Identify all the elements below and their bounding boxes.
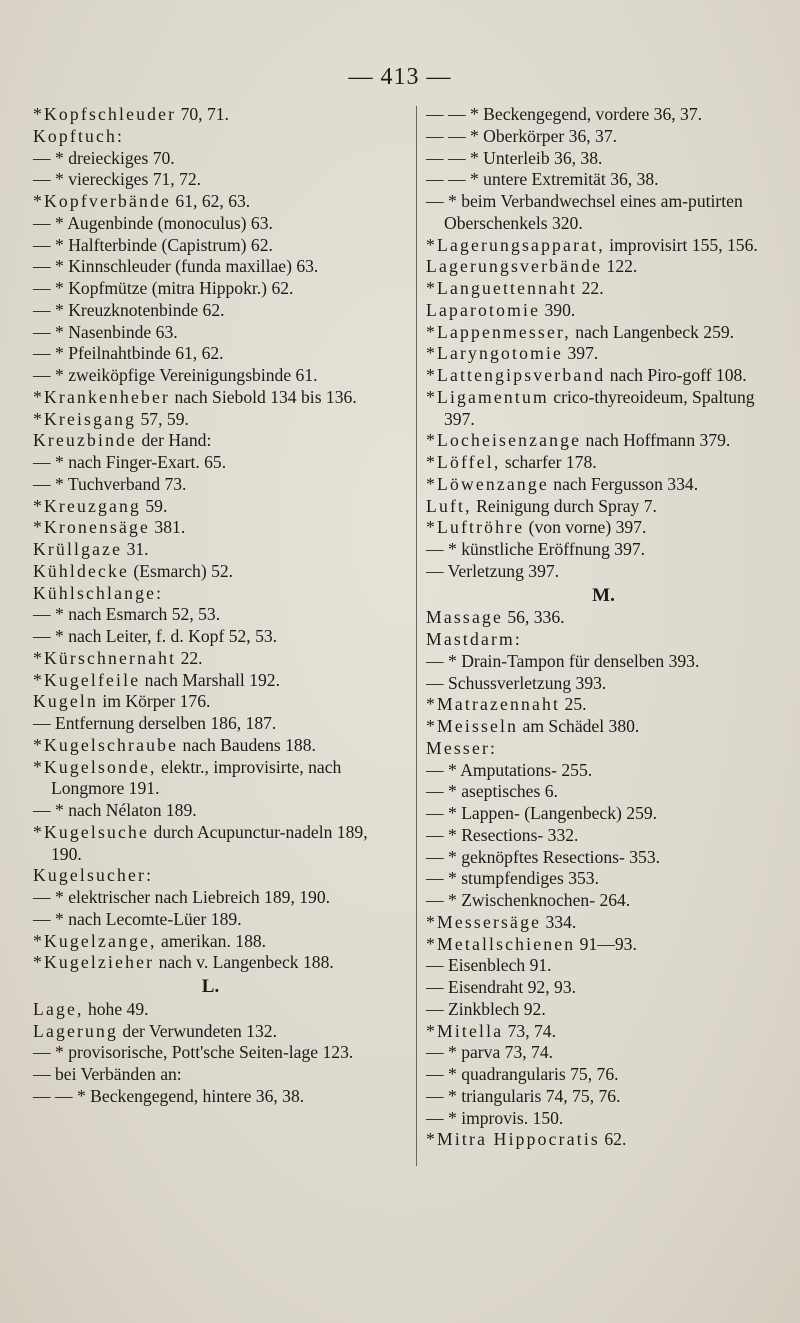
index-entry	[33, 757, 388, 801]
index-term: *Ligamentum	[426, 386, 549, 407]
index-term: *Kürschnernaht	[33, 647, 177, 668]
index-detail: 22.	[577, 278, 604, 298]
index-entry	[426, 1021, 781, 1043]
index-term: *Kreuzgang	[33, 495, 141, 516]
index-entry	[33, 887, 388, 909]
index-detail: 59.	[140, 495, 168, 516]
index-entry	[33, 452, 388, 474]
section-letter: L.	[201, 976, 220, 997]
index-detail: — * viereckiges 71, 72.	[33, 169, 202, 190]
index-entry	[33, 735, 388, 757]
index-detail: improvisirt 155, 156.	[604, 234, 758, 255]
index-entry	[426, 1108, 781, 1130]
index-detail: nach Fergusson 334.	[548, 473, 699, 494]
index-entry	[33, 126, 388, 148]
index-term: Massage	[426, 607, 503, 628]
index-detail: nach Siebold 134 bis 136.	[170, 386, 357, 407]
index-term: *Lappenmesser,	[426, 321, 571, 342]
index-entry	[426, 474, 781, 496]
index-detail: 70, 71.	[176, 104, 229, 124]
index-entry	[33, 931, 388, 953]
index-detail: — * Halfterbinde (Capistrum) 62.	[33, 234, 273, 255]
index-entry	[33, 169, 388, 191]
index-detail: 73, 74.	[503, 1020, 556, 1041]
index-term: *Kreisgang	[33, 408, 137, 429]
index-entry	[33, 1086, 388, 1108]
index-term: *Laryngotomie	[426, 343, 564, 364]
index-entry	[33, 496, 388, 518]
index-detail: 122.	[602, 256, 638, 277]
index-entry	[426, 999, 781, 1021]
index-term: Krüllgaze	[33, 539, 123, 559]
index-entry	[33, 1064, 388, 1086]
index-detail: — Schussverletzung 393.	[426, 672, 607, 693]
index-entry	[33, 148, 388, 170]
index-detail: — bei Verbänden an:	[33, 1064, 182, 1084]
index-entry	[426, 517, 781, 539]
section-letter: M.	[592, 584, 615, 606]
index-detail: — * geknöpftes Resections- 353.	[426, 846, 661, 867]
index-term: *Kugelsonde,	[33, 756, 157, 777]
index-term: *Mitella	[426, 1020, 504, 1041]
index-entry	[426, 191, 781, 235]
index-detail: — * zweiköpfige Vereinigungsbinde 61.	[33, 365, 318, 385]
index-detail: 91—93.	[575, 933, 637, 954]
index-detail: — * Pfeilnahtbinde 61, 62.	[33, 343, 224, 364]
index-detail: 56, 336.	[502, 607, 565, 628]
index-detail: — * improvis. 150.	[426, 1107, 564, 1128]
index-term: *Mitra Hippocratis	[426, 1129, 600, 1150]
index-detail: — — * Oberkörper 36, 37.	[426, 125, 618, 146]
index-term: *Löffel,	[426, 452, 501, 472]
index-detail: 25.	[560, 694, 587, 715]
index-entry	[426, 738, 781, 760]
index-entry	[33, 430, 388, 452]
index-detail: — * provisorische, Pott'sche Seiten-lage 123.	[33, 1042, 354, 1063]
index-entry	[426, 781, 781, 803]
index-term: *Kugelzange,	[33, 930, 157, 951]
index-detail: — Eisenblech 91.	[426, 955, 552, 976]
index-term: *Luftröhre	[426, 517, 525, 538]
index-entry	[426, 934, 781, 956]
index-entry	[426, 539, 781, 561]
index-entry	[426, 890, 781, 912]
index-detail: 397.	[563, 343, 599, 364]
index-entry	[426, 343, 781, 365]
index-detail: 31.	[122, 539, 149, 559]
index-detail: Reinigung durch Spray 7.	[471, 495, 657, 516]
index-entry	[426, 169, 781, 191]
index-entry	[426, 387, 781, 431]
index-detail: amerikan. 188.	[156, 930, 267, 951]
index-detail: — — * Unterleib 36, 38.	[426, 147, 603, 168]
index-entry	[426, 496, 781, 518]
index-entry	[33, 626, 388, 648]
index-column-left	[33, 104, 388, 1108]
index-detail: 57, 59.	[136, 408, 189, 429]
index-term: *Krankenheber	[33, 386, 171, 407]
index-term: *Kronensäge	[33, 517, 151, 538]
index-entry	[33, 822, 388, 866]
index-detail: 390.	[540, 299, 576, 320]
index-detail: durch Acupunctur-nadeln 189, 190.	[51, 821, 368, 864]
index-entry	[426, 278, 781, 300]
index-entry	[33, 604, 388, 626]
index-term: Mastdarm:	[426, 629, 523, 649]
index-detail: — Entfernung derselben 186, 187.	[33, 713, 277, 733]
index-term: Kühldecke	[33, 560, 130, 581]
index-detail: — * Resections- 332.	[426, 824, 579, 845]
index-entry	[426, 651, 781, 673]
index-entry	[33, 800, 388, 822]
index-entry	[33, 213, 388, 235]
index-detail: — * Drain-Tampon für denselben 393.	[426, 650, 700, 671]
index-detail: — * Kreuzknotenbinde 62.	[33, 299, 225, 320]
index-detail: — * Amputations- 255.	[426, 759, 593, 780]
index-entry	[426, 1086, 781, 1108]
index-term: *Messersäge	[426, 911, 542, 932]
index-entry	[426, 561, 781, 583]
index-detail: nach Hoffmann 379.	[581, 430, 731, 451]
index-entry	[426, 1129, 781, 1151]
index-term: *Kopfschleuder	[33, 104, 177, 124]
index-detail: — * stumpfendiges 353.	[426, 868, 599, 889]
index-term: *Kugelsuche	[33, 821, 150, 842]
index-entry	[426, 300, 781, 322]
index-entry	[426, 977, 781, 999]
index-entry	[33, 300, 388, 322]
index-detail: — * nach Finger-Exart. 65.	[33, 452, 227, 472]
index-detail: — * Nasenbinde 63.	[33, 321, 178, 342]
index-term: Kreuzbinde	[33, 430, 138, 451]
index-detail: crico-thyreoideum, Spaltung 397.	[444, 386, 755, 429]
index-detail: nach Piro-goff 108.	[605, 365, 747, 385]
index-detail: nach Langenbeck 259.	[570, 321, 735, 342]
index-entry	[426, 825, 781, 847]
index-detail: — * nach Nélaton 189.	[33, 800, 197, 820]
index-detail: — * quadrangularis 75, 76.	[426, 1064, 619, 1084]
index-term: Kugeln	[33, 691, 98, 712]
index-detail: — * Zwischenknochen- 264.	[426, 890, 631, 910]
index-entry	[33, 365, 388, 387]
index-entry	[426, 673, 781, 695]
index-entry	[33, 583, 388, 605]
index-term: *Languettennaht	[426, 278, 578, 298]
index-entry	[426, 235, 781, 257]
index-detail: — — * Beckengegend, hintere 36, 38.	[33, 1085, 305, 1106]
index-entry	[426, 322, 781, 344]
index-entry	[426, 430, 781, 452]
index-term: *Locheisenzange	[426, 430, 582, 451]
index-entry	[33, 409, 388, 431]
index-detail: — — * untere Extremität 36, 38.	[426, 169, 659, 190]
index-detail: nach v. Langenbeck 188.	[154, 952, 334, 973]
index-term: *Metallschienen	[426, 933, 576, 954]
index-entry	[426, 868, 781, 890]
index-column-right	[426, 104, 781, 1151]
index-detail: — * künstliche Eröffnung 397.	[426, 539, 646, 559]
index-detail: — Zinkblech 92.	[426, 998, 546, 1019]
index-detail: nach Marshall 192.	[140, 669, 280, 690]
index-term: *Lattengipsverband	[426, 365, 606, 385]
index-term: *Kopfverbände	[33, 191, 172, 211]
index-entry	[426, 104, 781, 126]
index-detail: — * parva 73, 74.	[426, 1042, 554, 1063]
index-detail: — — * Beckengegend, vordere 36, 37.	[426, 104, 703, 124]
index-term: Lage,	[33, 998, 84, 1019]
index-entry	[426, 365, 781, 387]
index-entry	[33, 1021, 388, 1043]
index-entry	[33, 952, 388, 974]
index-entry	[426, 629, 781, 651]
index-entry	[33, 865, 388, 887]
index-detail: (von vorne) 397.	[524, 517, 647, 538]
index-entry	[33, 539, 388, 561]
index-detail: — * beim Verbandwechsel eines am-putirten Oberschenkels 320.	[426, 191, 743, 233]
index-detail: — Verletzung 397.	[426, 560, 560, 581]
index-detail: — * dreieckiges 70.	[33, 147, 175, 168]
index-term: *Kugelzieher	[33, 952, 155, 973]
index-entry	[33, 909, 388, 931]
index-term: Lagerung	[33, 1020, 119, 1041]
index-entry	[33, 561, 388, 583]
index-detail: hohe 49.	[83, 998, 149, 1019]
index-detail: — Eisendraht 92, 93.	[426, 977, 577, 997]
index-term: Kopftuch:	[33, 125, 125, 146]
index-detail: 334.	[541, 911, 577, 932]
index-term: Lagerungsverbände	[426, 256, 603, 277]
index-detail: — * aseptisches 6.	[426, 781, 558, 802]
page-number: — 413 —	[348, 64, 452, 90]
index-detail: scharfer 178.	[500, 452, 597, 472]
index-entry	[426, 694, 781, 716]
index-entry	[33, 648, 388, 670]
index-detail: elektr., improvisirte, nach Longmore 191.	[51, 756, 342, 799]
index-entry	[33, 191, 388, 213]
index-entry	[33, 1042, 388, 1064]
index-detail: — * Lappen- (Langenbeck) 259.	[426, 803, 658, 823]
index-entry	[426, 803, 781, 825]
index-entry	[33, 517, 388, 539]
index-term: Kugelsucher:	[33, 865, 154, 886]
index-term: *Meisseln	[426, 716, 519, 736]
column-divider	[416, 106, 417, 1166]
index-entry	[33, 474, 388, 496]
index-entry	[33, 343, 388, 365]
index-entry	[426, 607, 781, 629]
index-term: *Kugelschraube	[33, 734, 179, 755]
index-entry	[33, 387, 388, 409]
index-entry	[426, 955, 781, 977]
index-detail: (Esmarch) 52.	[129, 560, 234, 581]
index-entry	[33, 278, 388, 300]
index-detail: — * nach Esmarch 52, 53.	[33, 604, 221, 625]
index-entry	[33, 235, 388, 257]
index-entry	[426, 256, 781, 278]
index-entry	[426, 912, 781, 934]
index-entry	[33, 104, 388, 126]
index-entry	[426, 716, 781, 738]
index-detail: der Hand:	[137, 430, 212, 451]
index-term: *Matrazennaht	[426, 694, 561, 715]
index-detail: — * elektrischer nach Liebreich 189, 190.	[33, 887, 331, 907]
index-detail: 381.	[150, 517, 186, 538]
index-entry	[33, 713, 388, 735]
index-detail: — * nach Leiter, f. d. Kopf 52, 53.	[33, 626, 278, 646]
index-detail: — * Kopfmütze (mitra Hippokr.) 62.	[33, 278, 294, 298]
index-entry	[426, 452, 781, 474]
index-detail: nach Baudens 188.	[178, 734, 316, 755]
index-detail: — * Augenbinde (monoculus) 63.	[33, 212, 273, 233]
index-detail: 22.	[176, 647, 203, 668]
index-detail: — * Kinnschleuder (funda maxillae) 63.	[33, 256, 319, 277]
index-detail: 62.	[599, 1129, 627, 1150]
index-entry	[33, 999, 388, 1021]
index-detail: 61, 62, 63.	[171, 191, 251, 211]
index-entry	[426, 847, 781, 869]
index-entry	[426, 1064, 781, 1086]
index-entry	[33, 670, 388, 692]
index-entry	[33, 256, 388, 278]
index-term: *Lagerungsapparat,	[426, 234, 605, 255]
index-entry	[426, 1042, 781, 1064]
index-entry	[33, 691, 388, 713]
index-term: *Löwenzange	[426, 473, 549, 494]
index-detail: der Verwundeten 132.	[118, 1020, 277, 1041]
index-detail: — * nach Lecomte-Lüer 189.	[33, 908, 242, 929]
index-entry	[33, 322, 388, 344]
index-entry	[426, 760, 781, 782]
index-detail: — * Tuchverband 73.	[33, 473, 187, 494]
index-entry	[426, 148, 781, 170]
index-term: Messer:	[426, 737, 498, 758]
index-detail: — * triangularis 74, 75, 76.	[426, 1085, 621, 1106]
index-detail: im Körper 176.	[98, 691, 211, 712]
index-term: Luft,	[426, 495, 472, 516]
index-term: Kühlschlange:	[33, 582, 164, 603]
index-entry	[426, 126, 781, 148]
index-term: *Kugelfeile	[33, 669, 141, 690]
index-term: Laparotomie	[426, 299, 541, 320]
index-detail: am Schädel 380.	[518, 716, 640, 736]
